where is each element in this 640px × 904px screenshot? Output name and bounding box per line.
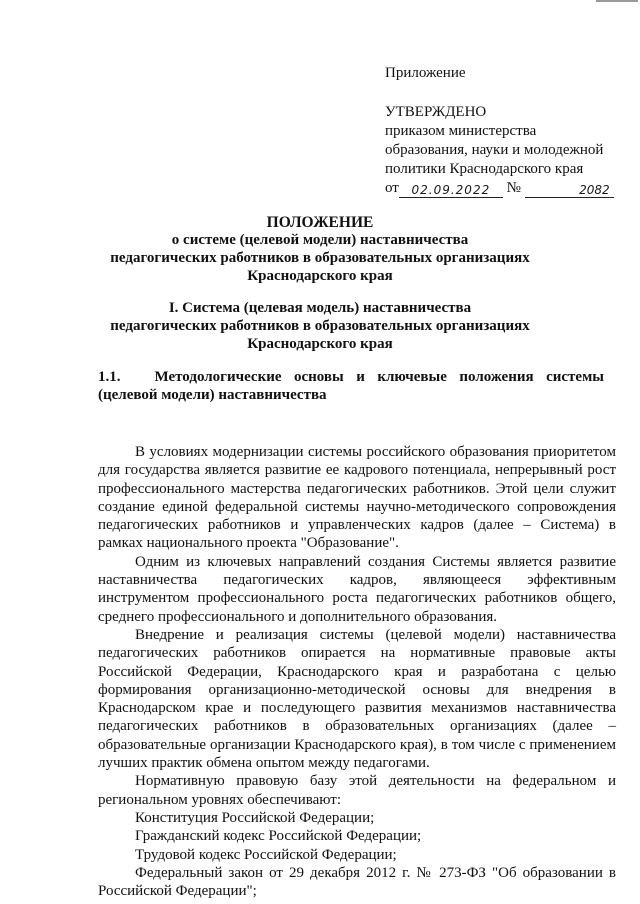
order-number-handwritten: 2082 [525,181,614,198]
scan-corner-mark [596,0,638,2]
from-label: от [385,180,399,196]
paragraph-4: Нормативную правовую базу этой деятельности на федеральном и региональном уровнях обеспечивают: [98,773,616,808]
document-title: ПОЛОЖЕНИЕ [266,214,374,231]
order-date-handwritten: 02.09.2022 [399,181,503,198]
document-subtitle-line-2: педагогических работников в образовательных организациях [110,250,530,266]
number-label: № [506,180,521,196]
subsection-title: Методологические основы и ключевые положения системы (целевой модели) наставничества [98,369,605,403]
subsection-heading [98,368,604,404]
subsection-number: 1.1. [98,369,121,385]
body-text [98,443,616,900]
approved-label: УТВЕРЖДЕНО [385,104,487,120]
section-title [0,299,640,353]
section-title-line-1: I. Система (целевая модель) наставничества [168,300,472,316]
paragraph-3: Внедрение и реализация системы (целевой модели) наставничества педагогических работников опирается на нормативные правовые акты Российской Федерации, Краснодарского края и разработана с целью формирования организационно-методической основы для внедрения в Краснодарском крае и последующего развития механизмов наставничества педагогических работников в образовательных организациях (далее – образовательные организации Краснодарского края), в том числе с применением лучших практик обмена опытом между педагогами. [98,626,616,772]
order-line-2: образования, науки и молодежной [385,142,604,158]
document-subtitle-line-1: о системе (целевой модели) наставничества [171,232,469,248]
paragraph-2: Одним из ключевых направлений создания Системы является развитие наставничества педагогических кадров, являющееся эффективным инструментом профессионального роста педагогических работников общего, среднего профессионального и дополнительного образования. [98,553,616,625]
document-subtitle [0,231,640,285]
list-item-2: Гражданский кодекс Российской Федерации; [135,828,422,845]
section-title-line-3: Краснодарского края [247,336,393,352]
approval-block [385,64,614,198]
document-subtitle-line-3: Краснодарского края [247,268,393,284]
section-title-line-2: педагогических работников в образовательных организациях [110,318,530,334]
order-line-3: политики Краснодарского края [385,161,584,177]
list-item-1: Конституция Российской Федерации; [135,809,375,826]
order-date-line [385,179,614,198]
appendix-label: Приложение [385,65,466,81]
order-line-1: приказом министерства [385,123,537,139]
list-item-4: Федеральный закон от 29 декабря 2012 г. № 273-ФЗ "Об образовании в Российской Федерации"; [98,864,616,900]
list-item-3: Трудовой кодекс Российской Федерации; [135,846,397,863]
paragraph-1: В условиях модернизации системы российского образования приоритетом для государства является развитие ее кадрового потенциала, непрерывный рост профессионального мастерства педагогических работников. Этой цели служит создание единой федеральной системы научно-методического сопровождения педагогических работников и управленческих кадров (далее – Система) в рамках национального проекта "Образование". [98,444,616,552]
